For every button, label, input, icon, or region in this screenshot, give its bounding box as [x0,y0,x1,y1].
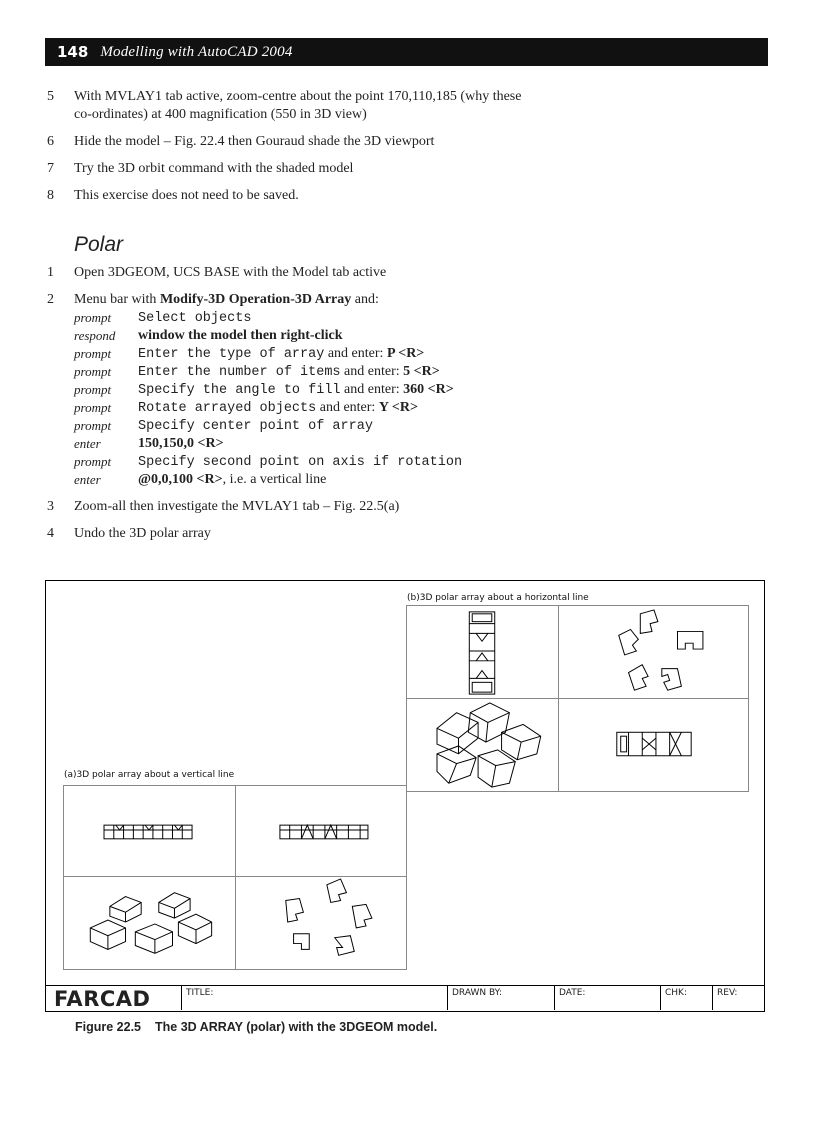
prompt-text: Rotate arrayed objects [138,401,317,416]
tb-rev-label: REV: [717,988,738,998]
panel-label-a: (a)3D polar array about a vertical line [64,770,235,780]
step-number: 6 [47,134,54,149]
step-text: With MVLAY1 tab active, zoom-centre about the point 170,110,185 (why these [74,89,522,104]
step-text: Hide the model – Fig. 22.4 then Gouraud shade the 3D viewport [74,134,435,149]
prompt-text: Enter the type of array [138,347,325,362]
step-text: Try the 3D orbit command with the shaded model [74,161,354,176]
title-block [46,985,764,1011]
entry-text: Y <R> [378,400,418,415]
elevation-view-drawing [236,786,406,876]
prompt-role: enter [74,436,101,451]
prompt-text: Select objects [138,311,252,326]
prompt-role: prompt [74,346,112,361]
tb-date-label: DATE: [559,988,586,998]
viewport-a-top-left [63,785,236,877]
menu-path: Modify-3D Operation-3D Array [159,292,352,307]
tb-title-label: TITLE: [186,988,214,998]
step-text: Open 3DGEOM, UCS BASE with the Model tab active [74,265,387,280]
prompt-role: respond [74,328,116,343]
viewport-b-bottom-right [558,698,749,792]
tb-title-cell [181,986,447,1010]
plan-array-drawing [236,877,406,969]
entry-text: 150,150,0 <R> [138,436,224,451]
prompt-role: prompt [74,382,112,397]
step-text: and: [351,292,379,307]
viewport-b-top-left [406,605,559,699]
step-number: 7 [47,161,54,176]
cad-drawing-sheet [45,580,765,1012]
step-number: 3 [47,499,54,514]
prompt-text: Specify center point of array [138,419,373,434]
prompt-text: Specify the angle to fill [138,383,341,398]
side-view-drawing [559,699,748,791]
isometric-view-drawing [407,699,558,791]
tb-drawn-by-label: DRAWN BY: [452,988,502,998]
entry-text: 360 <R> [403,382,454,397]
step-number: 8 [47,188,54,203]
tb-chk-label: CHK: [665,988,687,998]
viewport-b-bottom-left [406,698,559,792]
figure-caption [75,1020,437,1034]
page-number: 148 [57,43,89,61]
step-number: 4 [47,526,54,541]
prompt-role: prompt [74,418,112,433]
tb-rev-cell [712,986,763,1010]
step-text: This exercise does not need to be saved. [74,188,299,203]
viewport-a-top-right [235,785,407,877]
prompt-text: Enter the number of items [138,365,341,380]
viewport-a-bottom-right [235,876,407,970]
step-text: Undo the 3D polar array [74,526,211,541]
panel-label-b: (b)3D polar array about a horizontal line [407,593,589,603]
front-view-drawing [64,786,235,876]
isometric-array-drawing [64,877,235,969]
company-logo: FARCAD [54,987,151,1011]
step-number: 5 [47,89,54,104]
step-number: 1 [47,265,54,280]
viewport-b-top-right [558,605,749,699]
prompt-role: prompt [74,364,112,379]
step-number: 2 [47,292,54,307]
prompt-role: prompt [74,454,112,469]
entry-note: , i.e. a vertical line [222,472,327,487]
running-title: Modelling with AutoCAD 2004 [100,43,293,60]
caption-text: The 3D ARRAY (polar) with the 3DGEOM model. [155,1020,438,1034]
prompt-role: prompt [74,400,112,415]
column-view-drawing [407,606,558,698]
response-text: window the model then right-click [138,328,343,343]
entry-text: P <R> [386,346,425,361]
plan-view-drawing [559,606,748,698]
prompt-role: prompt [74,310,112,325]
step-text: Menu bar with [74,292,160,307]
tb-date-cell [554,986,660,1010]
prompt-role: enter [74,472,101,487]
step-text: co-ordinates) at 400 magnification (550 in 3D view) [74,107,367,122]
step-text: Zoom-all then investigate the MVLAY1 tab – Fig. 22.5(a) [74,499,400,514]
figure-label: Figure 22.5 [75,1020,141,1034]
entry-text: 5 <R> [403,364,440,379]
tb-drawn-by-cell [447,986,554,1010]
section-heading: Polar [74,233,124,256]
prompt-text: Specify second point on axis if rotation [138,455,463,470]
entry-text: @0,0,100 <R> [138,472,223,487]
running-header [45,38,768,66]
viewport-a-bottom-left [63,876,236,970]
tb-chk-cell [660,986,712,1010]
